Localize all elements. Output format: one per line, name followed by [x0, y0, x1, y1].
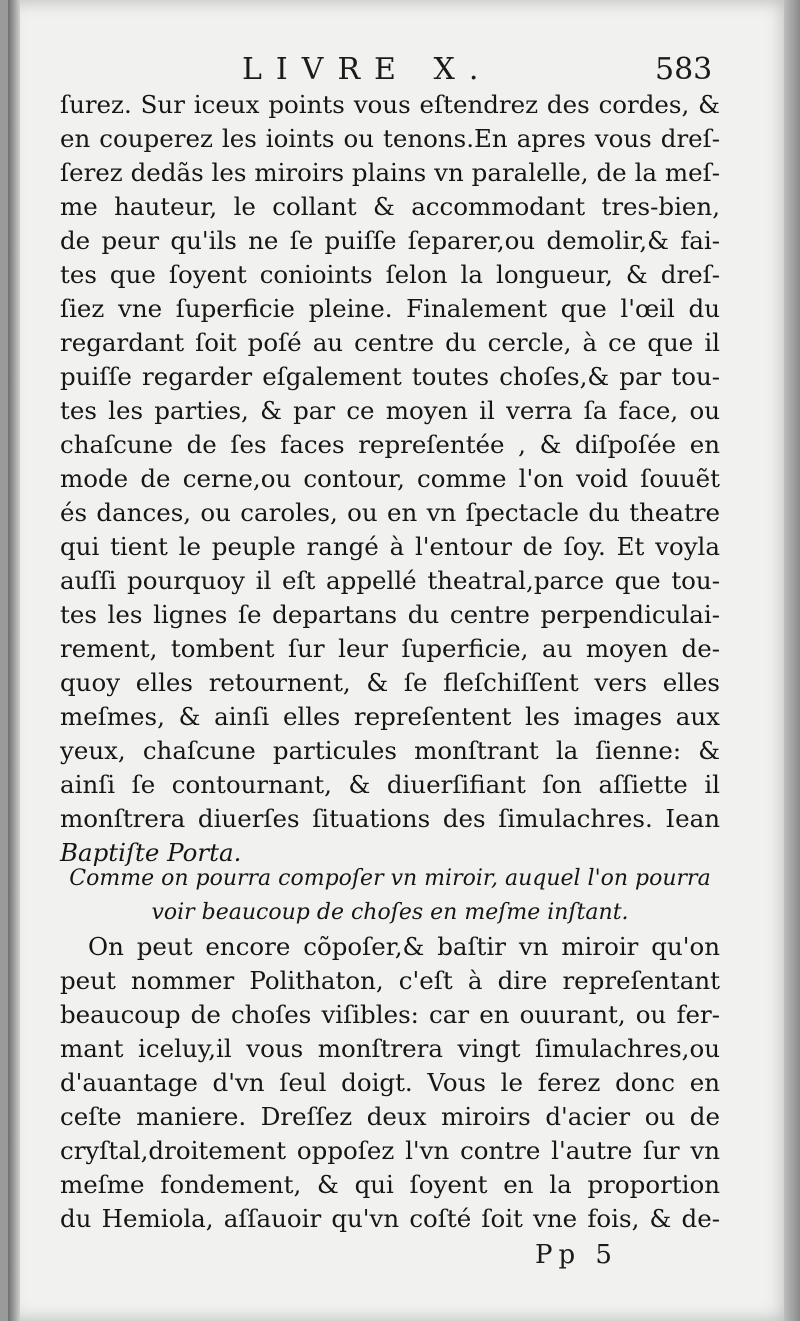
text-line: ainſi ſe contournant, & diuerſifiant ſon aſſiette il [60, 770, 720, 799]
page-edge [784, 0, 800, 1321]
text-line: qui tient le peuple rangé à l'entour de ſoy. Et voyla [60, 532, 720, 561]
text-line: de peur qu'ils ne ſe puiſſe ſeparer,ou demolir,& fai- [60, 226, 720, 255]
text-line: du Hemiola, aſſauoir qu'vn coſté ſoit vne fois, & de- [60, 1204, 720, 1233]
page-gutter [8, 0, 20, 1321]
text-line: ceſte maniere. Dreſſez deux miroirs d'acier ou de [60, 1102, 720, 1131]
text-line: chaſcune de ſes faces repreſentée , & diſpoſée en [60, 430, 720, 459]
text-line: me hauteur, le collant & accommodant tres-bien, [60, 192, 720, 221]
heading-line: Comme on pourra compoſer vn miroir, auquel l'on pourra [69, 866, 711, 891]
text-line: ſurez. Sur iceux points vous eſtendrez des cordes, & [60, 90, 720, 119]
text-line: auſſi pourquoy il eſt appellé theatral,parce que tou- [60, 566, 720, 595]
text-line: és dances, ou caroles, ou en vn ſpectacle du theatre [60, 498, 720, 527]
text-line: ſerez dedãs les miroirs plains vn paralelle, de la meſ- [60, 158, 720, 187]
text-line: en couperez les ioints ou tenons.En apres vous dreſ- [60, 124, 720, 153]
signature-mark: Pp 5 [535, 1240, 618, 1270]
section-heading [60, 862, 720, 930]
page-number: 583 [655, 52, 713, 87]
text-line: ſiez vne ſuperficie pleine. Finalement que l'œil du [60, 294, 720, 323]
text-line: meſme fondement, & qui ſoyent en la proportion [60, 1170, 720, 1199]
paragraph-1 [60, 88, 720, 870]
text-line: monſtrera diuerſes ſituations des ſimulachres. Iean [60, 804, 720, 833]
text-line: quoy elles retournent, & ſe fleſchiſſent vers elles [60, 668, 720, 697]
text-line: puiſſe regarder eſgalement toutes choſes,& par tou- [60, 362, 720, 391]
text-line: rement, tombent ſur leur ſuperficie, au moyen de- [60, 634, 720, 663]
text-line: beaucoup de choſes viſibles: car en ouurant, ou fer- [60, 1000, 720, 1029]
text-line: tes les parties, & par ce moyen il verra ſa face, ou [60, 396, 720, 425]
running-title: LIVRE X. [242, 52, 493, 87]
text-line: tes que ſoyent conioints ſelon la longueur, & dreſ- [60, 260, 720, 289]
text-line: peut nommer Polithaton, c'eſt à dire repreſentant [60, 966, 720, 995]
text-line: regardant ſoit poſé au centre du cercle, à ce que il [60, 328, 720, 357]
text-line: yeux, chaſcune particules monſtrant la ſienne: & [60, 736, 720, 765]
text-line: cryſtal,droitement oppoſez l'vn contre l'autre ſur vn [60, 1136, 720, 1165]
text-line: meſmes, & ainſi elles repreſentent les images aux [60, 702, 720, 731]
text-line: tes les lignes ſe departans du centre perpendiculai- [60, 600, 720, 629]
text-line: mant iceluy,il vous monſtrera vingt ſimulachres,ou [60, 1034, 720, 1063]
paragraph-2 [60, 930, 720, 1236]
attribution: Baptiſte Porta. [60, 838, 242, 867]
text-line: mode de cerne,ou contour, comme l'on void ſouuẽt [60, 464, 720, 493]
heading-line: voir beaucoup de choſes en meſme inſtant. [151, 900, 629, 925]
text-line: d'auantage d'vn ſeul doigt. Vous le ferez donc en [60, 1068, 720, 1097]
text-line: On peut encore cõpoſer,& baſtir vn miroir qu'on [88, 932, 720, 961]
